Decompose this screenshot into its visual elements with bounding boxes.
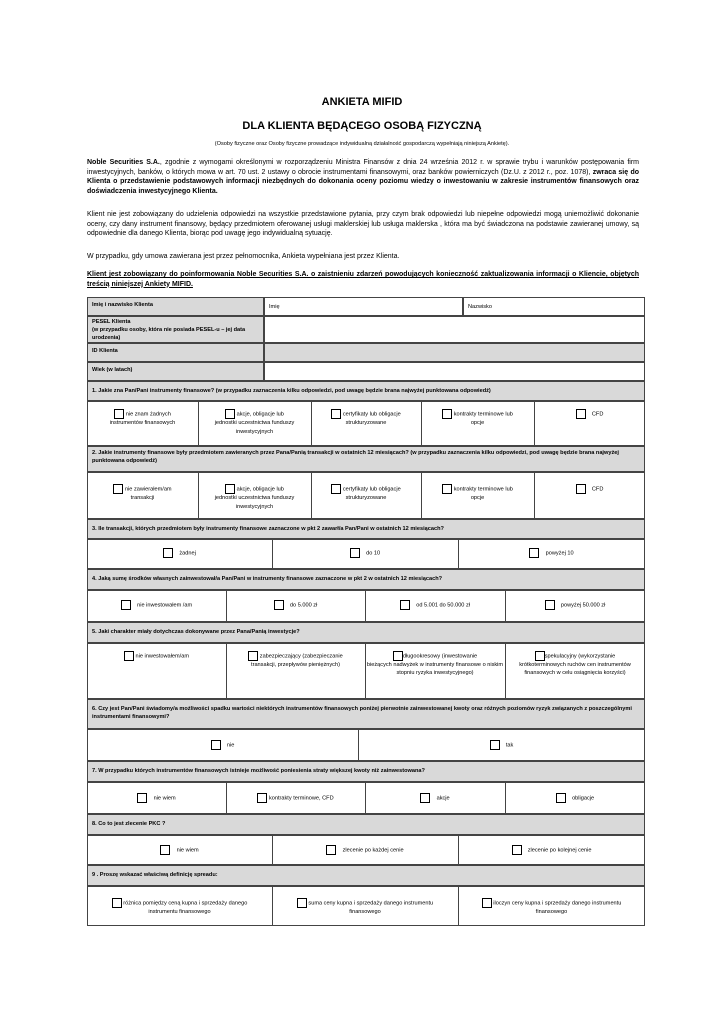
q4-checkbox-upto5000[interactable] [274, 600, 284, 610]
q9-checkbox-difference[interactable] [112, 898, 122, 908]
age-label: Wiek (w latach) [87, 362, 264, 381]
q7-checkbox-futures-cfd[interactable] [257, 793, 267, 803]
question-4: 4. Jaką sumę środków własnych zainwestował/a Pan/Pani w instrumenty finansowe zaznaczone w pkt 2 w ostatnich 12 miesiącach? [87, 569, 645, 590]
q5-checkbox-hedging[interactable] [248, 651, 258, 661]
q7-checkbox-stocks[interactable] [420, 793, 430, 803]
q9-checkbox-product[interactable] [482, 898, 492, 908]
pesel-note: (w przypadku osoby, która nie posiada PESEL-u – jej data urodzenia) [92, 327, 246, 341]
q4-option-over50000[interactable]: powyżej 50.000 zł [505, 600, 645, 610]
q5-option-longterm[interactable]: długookresowy (inwestowanie bieżących nadwyżek w instrumenty finansowe o niskim stopniu ryzyka inwestycyjnego) [365, 651, 505, 677]
last-name-field[interactable] [463, 297, 645, 316]
q1-option-futures[interactable]: kontrakty terminowe lub opcje [421, 409, 534, 428]
q2-option-certificates[interactable]: certyfikaty lub obligacje strukturyzowane [311, 484, 421, 503]
q5-checkbox-longterm[interactable] [393, 651, 403, 661]
last-name-label: Nazwisko [468, 304, 492, 310]
q1-option-none[interactable]: nie znam żadnych instrumentów finansowych [87, 409, 198, 428]
q6-checkbox-no[interactable] [211, 740, 221, 750]
intro-p1a: , zgodnie z wymogami określonymi w rozporządzeniu Ministra Finansów z dnia 24 września 2012 r. w sprawie trybu i warunków postępowania firm inwestycyjnych, banków, o których mowa w art. 70 ust. 2 ustawy o obrocie instrumentami finansowymi, oraz banków powierniczych (Dz.U. z 2012 r., poz. 1078), [87, 159, 639, 176]
question-3: 3. Ile transakcji, których przedmiotem były instrumenty finansowe zaznaczone w pkt 2 zawarł/a Pan/Pani w ostatnich 12 miesiącach? [87, 519, 645, 539]
question-9: 9 . Proszę wskazać właściwą definicję spreadu: [87, 865, 645, 886]
q2-checkbox-certificates[interactable] [331, 484, 341, 494]
q7-checkbox-bonds[interactable] [556, 793, 566, 803]
q7-option-dontknow[interactable]: nie wiem [87, 793, 226, 803]
q5-option-none[interactable]: nie inwestowałem/am [87, 651, 226, 661]
intro-paragraph-1 [87, 158, 639, 196]
question-1: 1. Jakie zna Pan/Pani instrumenty finansowe? (w przypadku zaznaczenia kilku odpowiedzi, pod uwagę będzie brana najwyżej punktowana odpowiedź) [87, 381, 645, 401]
question-2: 2. Jakie instrumenty finansowe były przedmiotem zawieranych przez Pana/Panią transakcji w ostatnich 12 miesiącach? (w przypadku zaznaczenia kilku odpowiedzi, pod uwagę będzie brana najwyżej punktowana odpowiedź) [87, 446, 645, 472]
q3-option-over10[interactable]: powyżej 10 [458, 548, 645, 558]
q3-option-none[interactable]: żadnej [87, 548, 272, 558]
form-note: (Osoby fizyczne oraz Osoby fizyczne prowadzące indywidualną działalność gospodarczą wypełniają niniejszą Ankietę). [214, 141, 510, 147]
client-name-label: Imię i nazwisko Klienta [87, 297, 264, 316]
q4-checkbox-over50000[interactable] [545, 600, 555, 610]
company-name: Noble Securities S.A. [87, 159, 160, 166]
q3-checkbox-none[interactable] [163, 548, 173, 558]
q2-option-cfd[interactable]: CFD [534, 484, 645, 494]
q1-checkbox-stocks[interactable] [225, 409, 235, 419]
q8-checkbox-dontknow[interactable] [160, 845, 170, 855]
q3-checkbox-upto10[interactable] [350, 548, 360, 558]
q9-option-product[interactable]: iloczyn ceny kupna i sprzedaży danego instrumentu finansowego [458, 898, 645, 917]
question-5: 5. Jaki charakter miały dotychczas dokonywane przez Pana/Panią inwestycje? [87, 622, 645, 643]
q8-checkbox-next-price[interactable] [512, 845, 522, 855]
intro-paragraph-2: Klient nie jest zobowiązany do udzielenia odpowiedzi na wszystkie przedstawione pytania, przy czym brak odpowiedzi lub niepełne odpowiedzi mogą uniemożliwić dokonanie oceny, czy dany instrument finansowy, będący przedmiotem oferowanej usługi maklerskiej lub usługa maklerska , która ma być świadczona na podstawie zawieranej umowy, są odpowiednie dla danego Klienta, biorąc pod uwagę jego indywidualną sytuację. [87, 211, 639, 238]
q2-checkbox-futures[interactable] [442, 484, 452, 494]
q1-checkbox-cfd[interactable] [576, 409, 586, 419]
q7-option-futures-cfd[interactable]: kontrakty terminowe, CFD [226, 793, 365, 803]
first-name-field[interactable] [264, 297, 463, 316]
q2-checkbox-stocks[interactable] [225, 484, 235, 494]
q4-option-5001-50000[interactable]: od 5.001 do 50.000 zł [365, 600, 505, 610]
q9-checkbox-sum[interactable] [297, 898, 307, 908]
q1-checkbox-none[interactable] [114, 409, 124, 419]
q2-option-futures[interactable]: kontrakty terminowe lub opcje [421, 484, 534, 503]
q2-option-stocks[interactable]: akcje, obligacje lub jednostki uczestnictwa funduszy inwestycyjnych [198, 484, 311, 512]
q7-option-bonds[interactable]: obligacje [505, 793, 645, 803]
q3-option-upto10[interactable]: do 10 [272, 548, 458, 558]
q3-checkbox-over10[interactable] [529, 548, 539, 558]
q5-option-hedging[interactable]: zabezpieczający (zabezpieczanie transakcji, przepływów pieniężnych) [226, 651, 365, 670]
q8-option-next-price[interactable]: zlecenie po kolejnej cenie [458, 845, 645, 855]
age-field[interactable] [264, 362, 645, 381]
q8-option-dontknow[interactable]: nie wiem [87, 845, 272, 855]
q9-option-difference[interactable]: różnica pomiędzy ceną kupna i sprzedaży danego instrumentu finansowego [87, 898, 272, 917]
q2-option-none[interactable]: nie zawierałem/am transakcji [87, 484, 198, 503]
first-name-label: Imię [269, 304, 280, 310]
q2-checkbox-cfd[interactable] [576, 484, 586, 494]
q1-option-certificates[interactable]: certyfikaty lub obligacje strukturyzowane [311, 409, 421, 428]
pesel-label: PESEL Klienta [92, 319, 131, 325]
q6-option-no[interactable]: nie [87, 740, 358, 750]
q1-option-stocks[interactable]: akcje, obligacje lub jednostki uczestnictwa funduszy inwestycyjnych [198, 409, 311, 437]
question-8: 8. Co to jest zlecenie PKC ? [87, 814, 645, 835]
pesel-field[interactable] [264, 316, 645, 343]
q6-option-yes[interactable]: tak [358, 740, 645, 750]
question-6: 6. Czy jest Pan/Pani świadomy/a możliwości spadku wartości niektórych instrumentów finansowych poniżej pierwotnie zainwestowanej kwoty oraz różnych poziomów ryzyk związanych z poszczególnymi instrumentami finansowymi? [87, 699, 645, 729]
q7-checkbox-dontknow[interactable] [137, 793, 147, 803]
q4-checkbox-5001-50000[interactable] [400, 600, 410, 610]
pesel-label-cell [87, 316, 264, 343]
q8-option-any-price[interactable]: zlecenie po każdej cenie [272, 845, 458, 855]
q2-checkbox-none[interactable] [113, 484, 123, 494]
q7-option-stocks[interactable]: akcje [365, 793, 505, 803]
q5-checkbox-speculative[interactable] [535, 651, 545, 661]
q1-option-cfd[interactable]: CFD [534, 409, 645, 419]
page-subtitle: DLA KLIENTA BĘDĄCEGO OSOBĄ FIZYCZNĄ [242, 120, 482, 132]
question-7: 7. W przypadku których instrumentów finansowych istnieje możliwość poniesienia straty większej kwoty niż zainwestowana? [87, 761, 645, 782]
q4-checkbox-none[interactable] [121, 600, 131, 610]
q5-option-speculative[interactable]: spekulacyjny (wykorzystanie krótkoterminowych ruchów cen instrumentów finansowych w celu osiągnięcia korzyści) [505, 651, 645, 677]
q1-checkbox-certificates[interactable] [331, 409, 341, 419]
q4-option-none[interactable]: nie inwestowałem /am [87, 600, 226, 610]
q9-option-sum[interactable]: suma ceny kupna i sprzedaży danego instrumentu finansowego [272, 898, 458, 917]
q8-checkbox-any-price[interactable] [326, 845, 336, 855]
intro-paragraph-4: Klient jest zobowiązany do poinformowania Noble Securities S.A. o zaistnieniu zdarzeń powodujących konieczność zaktualizowania informacji o Kliencie, objętych treścią niniejszej Ankiety MIFID. [87, 271, 639, 288]
intro-paragraph-3: W przypadku, gdy umowa zawierana jest przez pełnomocnika, Ankieta wypełniana jest przez Klienta. [87, 253, 400, 260]
q1-checkbox-futures[interactable] [442, 409, 452, 419]
client-id-field[interactable] [264, 343, 645, 362]
page-title: ANKIETA MIFID [321, 96, 403, 108]
q5-checkbox-none[interactable] [124, 651, 134, 661]
intro-p1b: zwraca się do Klienta o przedstawienie podstawowych informacji niezbędnych do dokonania oceny poziomu wiedzy o inwestowaniu w zakresie instrumentów finansowych oraz doświadczenia inwestycyjnego Klienta. [87, 168, 639, 195]
q4-option-upto5000[interactable]: do 5.000 zł [226, 600, 365, 610]
client-id-label: ID Klienta [87, 343, 264, 362]
q6-checkbox-yes[interactable] [490, 740, 500, 750]
